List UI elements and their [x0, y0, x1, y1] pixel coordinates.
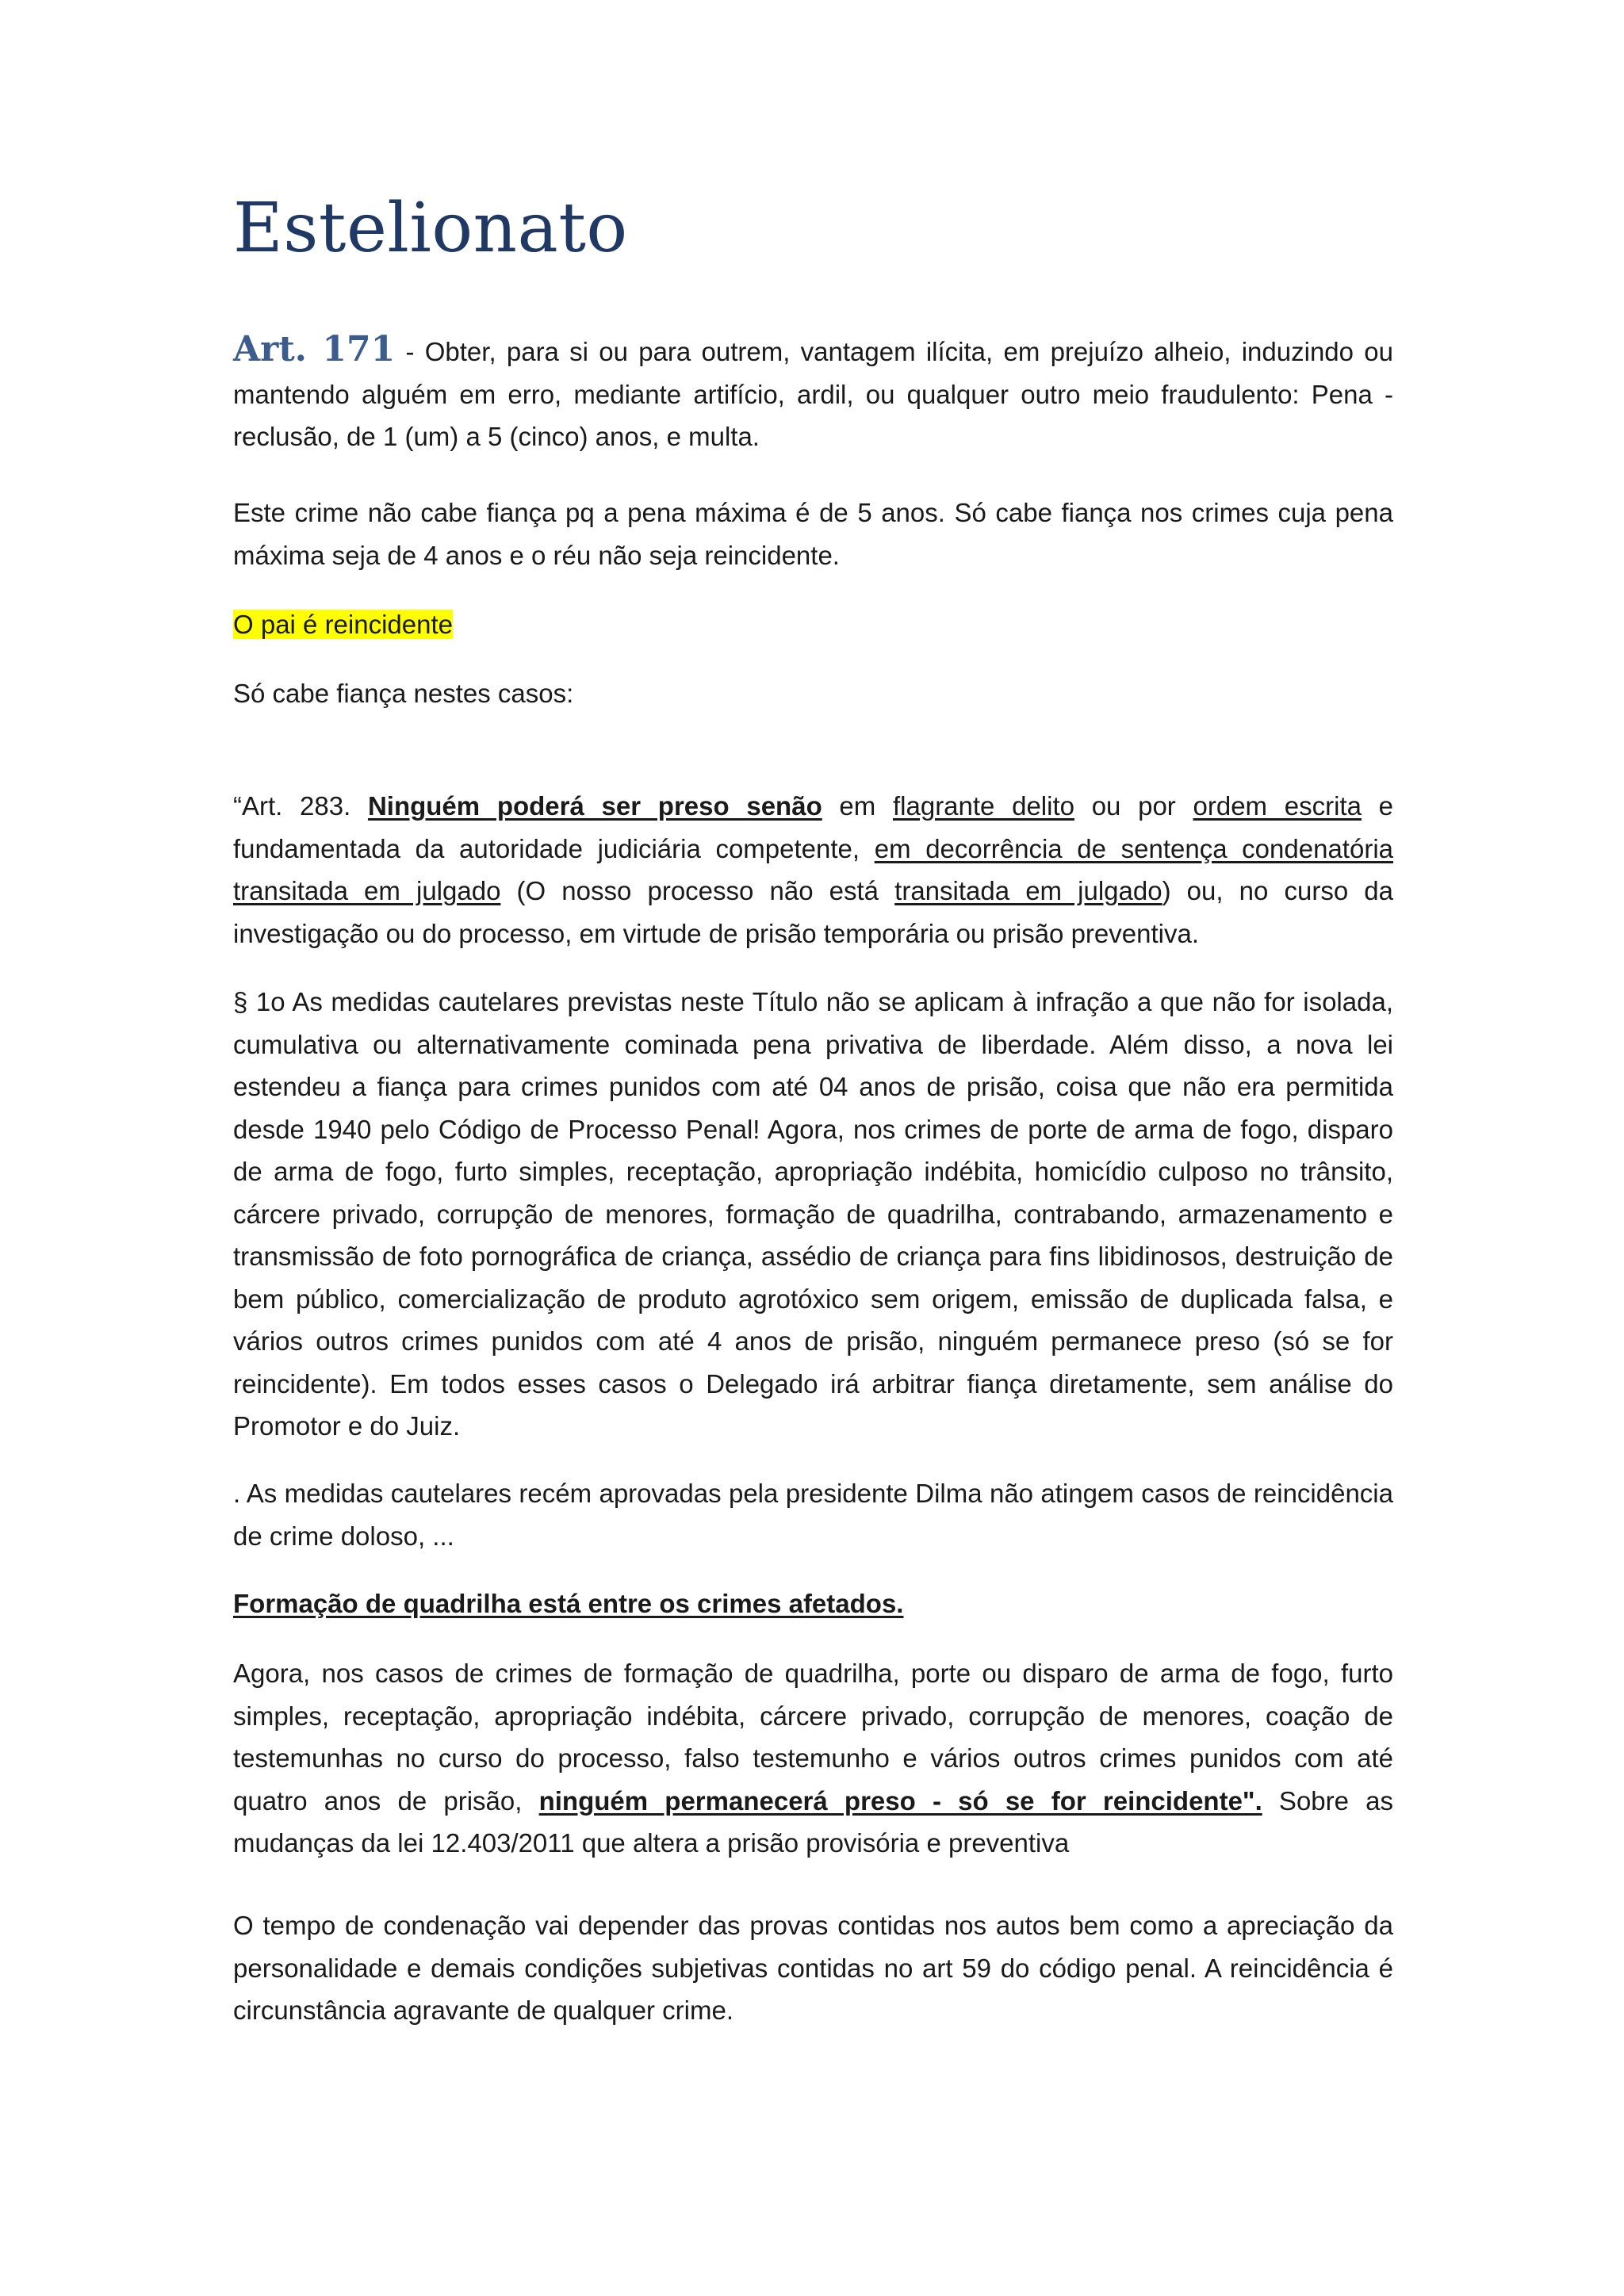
art-283-text-1: “Art. 283. — [233, 791, 368, 821]
fianca-paragraph: Este crime não cabe fiança pq a pena máxima é de 5 anos. Só cabe fiança nos crimes cuja pena máxima seja de 4 anos e o réu não seja reincidente. — [233, 498, 1393, 570]
art-171-text: - Obter, para si ou para outrem, vantagem ilícita, em prejuízo alheio, induzindo ou mantendo alguém em erro, mediante artifício, ardil, ou qualquer outro meio fraudulento: Pena - reclusão, de 1 (um) a 5 (cinco) anos, e multa. — [233, 337, 1393, 451]
art-283-text-5: (O nosso processo não está — [500, 876, 895, 905]
medidas-cautelares-paragraph: . As medidas cautelares recém aprovadas pela presidente Dilma não atingem casos de reincidência de crime doloso, ... — [233, 1479, 1393, 1551]
art-171-heading: Art. 171 — [233, 329, 396, 369]
art-171-paragraph — [233, 328, 1393, 458]
formacao-quadrilha-heading: Formação de quadrilha está entre os crimes afetados. — [233, 1589, 904, 1618]
art-283-text-2: em — [822, 791, 893, 821]
tempo-condenacao-paragraph: O tempo de condenação vai depender das provas contidas nos autos bem como a apreciação da personalidade e demais condições subjetivas contidas no art 59 do código penal. A reincidência é circunstância agravante de qualquer crime. — [233, 1911, 1393, 2025]
art-283-paragraph — [233, 785, 1393, 955]
art-283-text-6: ) ou, no curso da investigação ou do processo, em virtude de prisão temporária ou prisão preventiva. — [233, 876, 1394, 948]
art-283-underline-ordem: ordem escrita — [1193, 791, 1362, 821]
agora-text-2: Sobre as mudanças da lei 12.403/2011 que altera a prisão provisória e preventiva — [233, 1785, 1394, 1858]
art-283-text-4: e fundamentada da autoridade judiciária competente, — [233, 791, 1393, 863]
art-283-underline-sentenca: em decorrência de sentença condenatória transitada em julgado — [233, 833, 1393, 905]
page-title: Estelionato — [233, 189, 628, 268]
art-283-bold-underline: Ninguém poderá ser preso senão — [367, 791, 822, 821]
art-283-underline-transitada: transitada em julgado — [894, 876, 1162, 905]
art-283-text-3: ou por — [1074, 791, 1193, 821]
highlighted-text: O pai é reincidente — [233, 610, 454, 639]
agora-paragraph — [233, 1652, 1393, 1865]
paragrafo-1-paragraph: § 1o As medidas cautelares previstas neste Título não se aplicam à infração a que não for isolada, cumulativa ou alternativamente cominada pena privativa de liberdade. Além disso, a nova lei estendeu a fiança para crimes punidos com até 04 anos de prisão, coisa que não era permitida desde 1940 pelo Código de Processo Penal! Agora, nos crimes de porte de arma de fogo, disparo de arma de fogo, furto simples, receptação, apropriação indébita, homicídio culposo no trânsito, cárcere privado, corrupção de menores, formação de quadrilha, contrabando, armazenamento e transmissão de foto pornográfica de criança, assédio de criança para fins libidinosos, destruição de bem público, comercialização de produto agrotóxico sem origem, emissão de duplicada falsa, e vários outros crimes punidos com até 4 anos de prisão, ninguém permanece preso (só se for reincidente). Em todos esses casos o Delegado irá arbitrar fiança diretamente, sem análise do Promotor e do Juiz. — [233, 987, 1393, 1441]
formacao-quadrilha-paragraph — [233, 1582, 1393, 1625]
reincidente-paragraph — [233, 603, 1393, 646]
art-283-underline-flagrante: flagrante delito — [892, 791, 1074, 821]
agora-text-1: Agora, nos casos de crimes de formação de quadrilha, porte ou disparo de arma de fogo, furto simples, receptação, apropriação indébita, cárcere privado, corrupção de menores, coação de testemunhas no curso do processo, falso testemunho e vários outros crimes punidos com até quatro anos de prisão, — [233, 1659, 1393, 1816]
agora-bold-underline: ninguém permanecerá preso - só se for reincidente". — [538, 1785, 1262, 1816]
so-cabe-fianca-paragraph: Só cabe fiança nestes casos: — [233, 679, 574, 708]
